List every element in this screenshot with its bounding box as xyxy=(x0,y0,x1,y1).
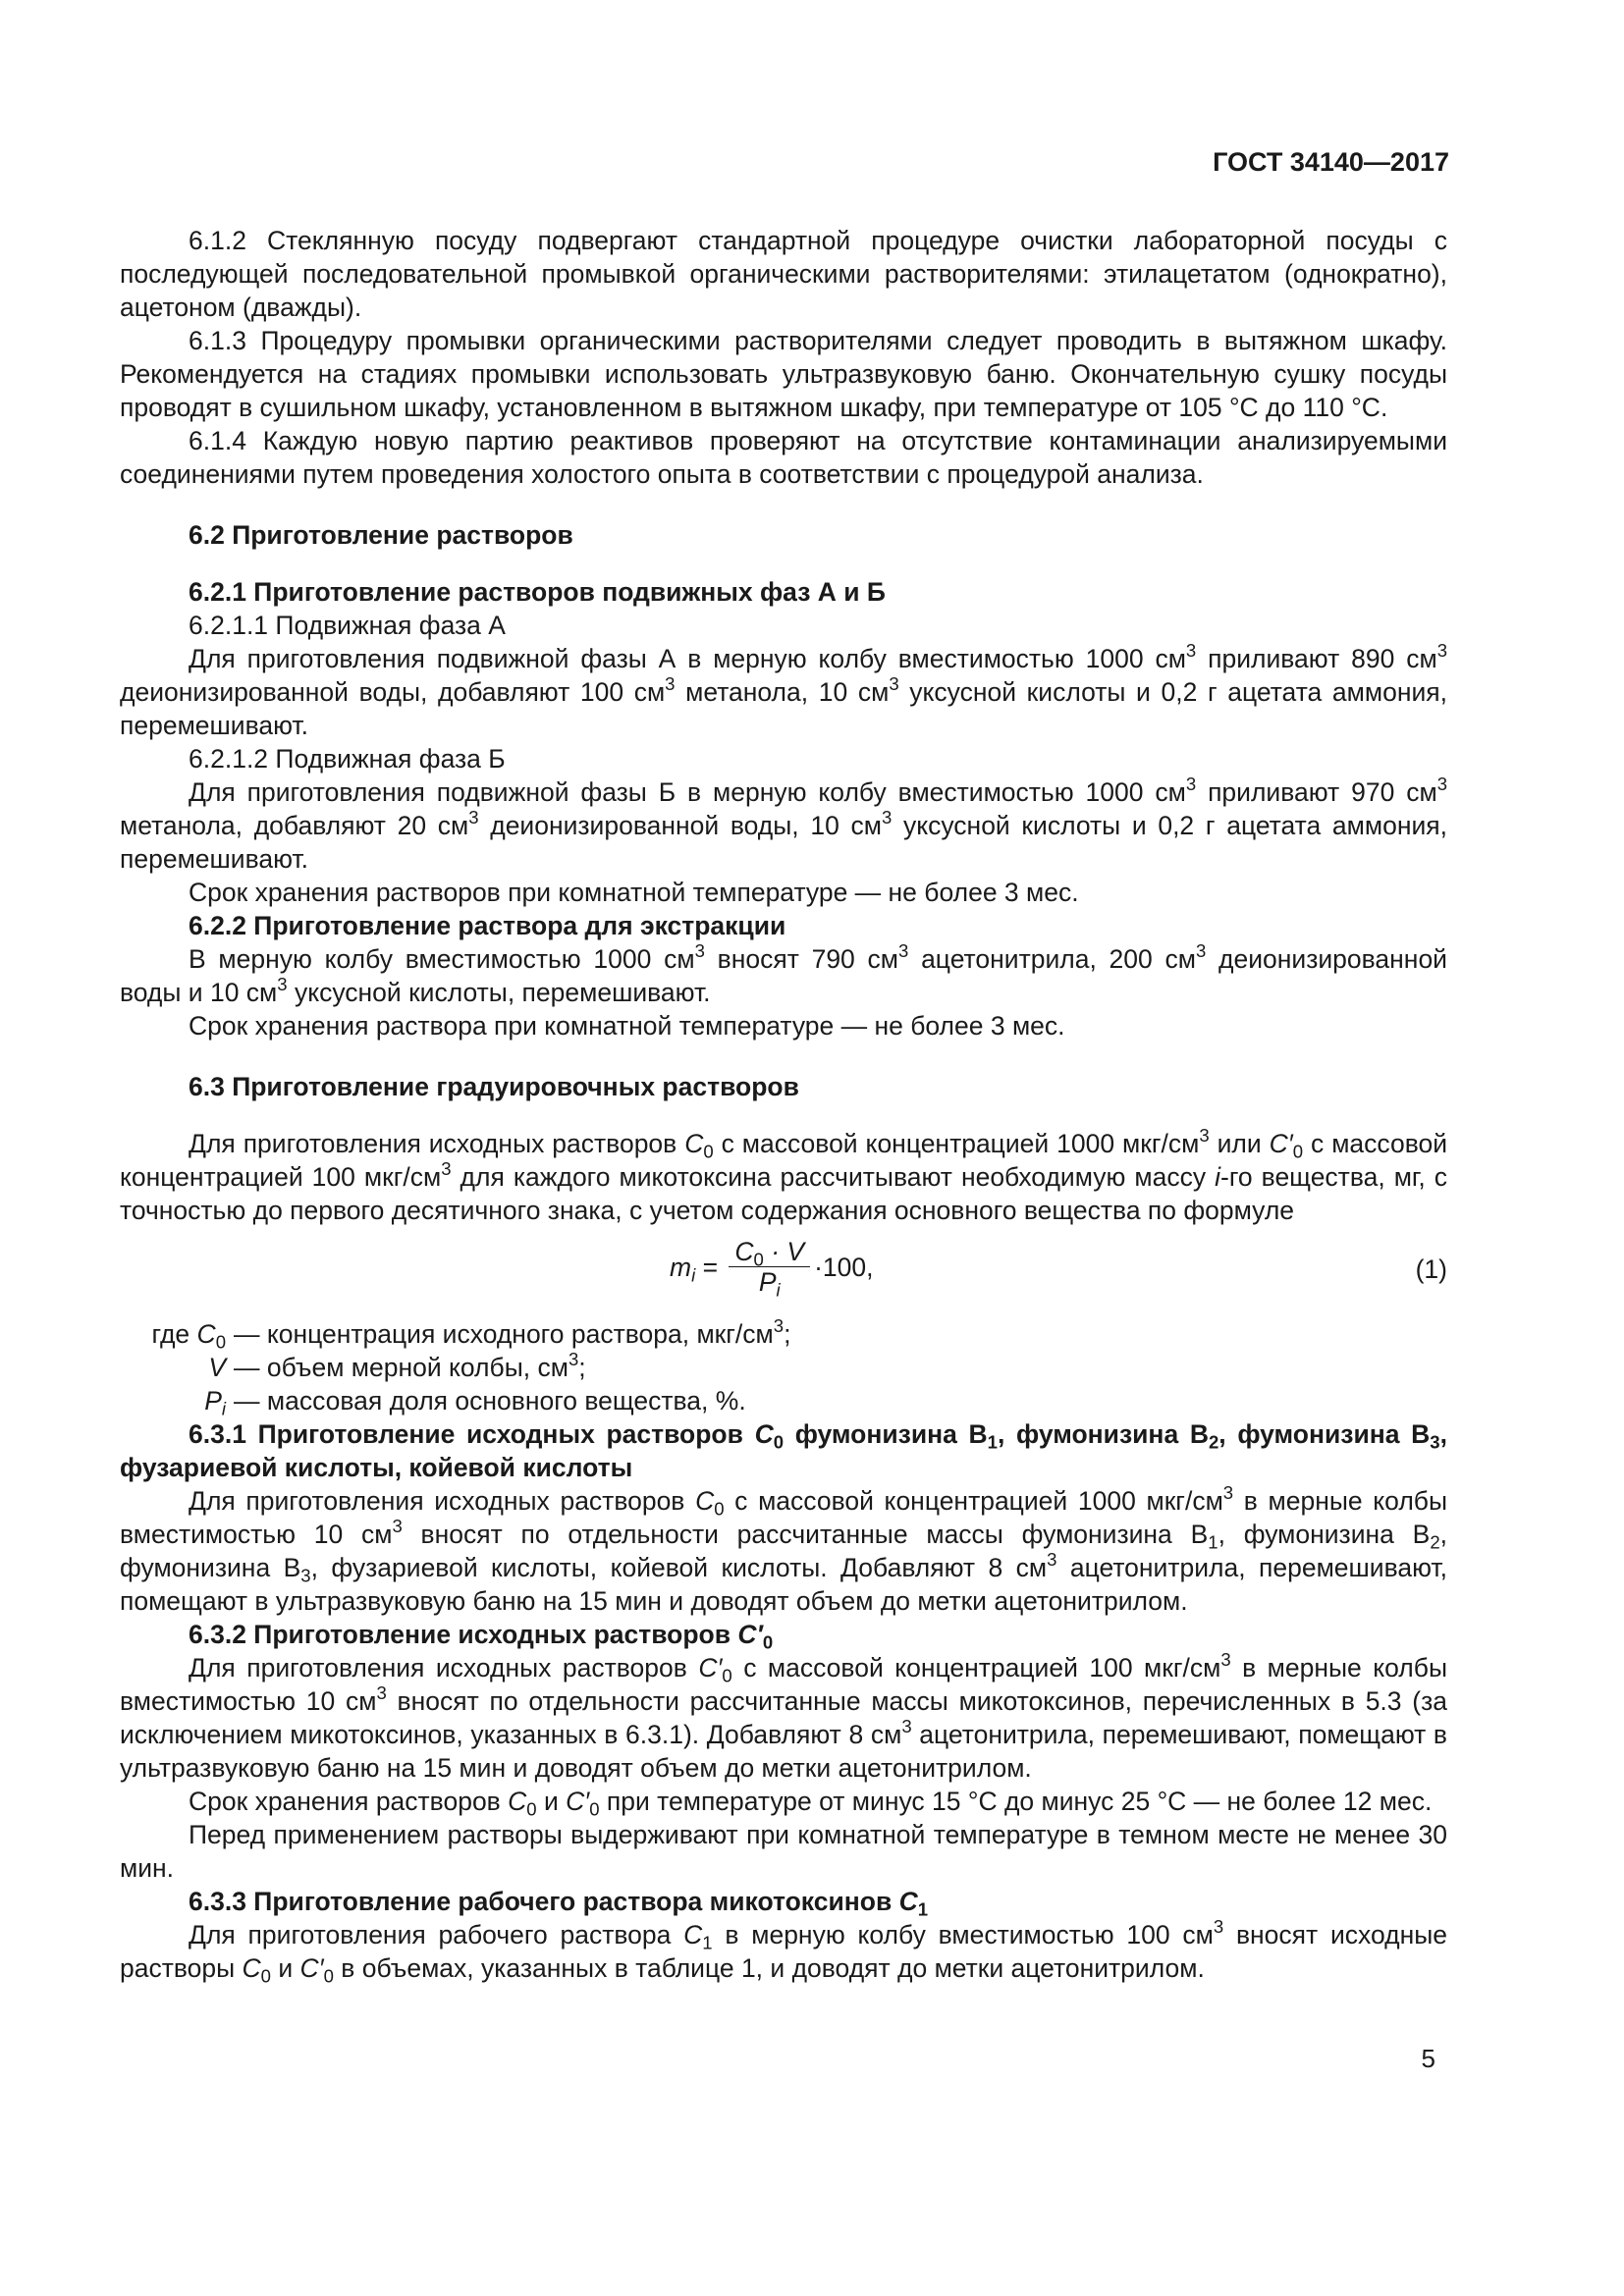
paragraph-6-3-3: Для приготовления рабочего раствора $C_1$ в мерную колбу вместимостью 100 $см^3$ вносят исходные растворы $C_0$ и $C'_0$ в объемах, указанных в таблице 1, и доводят до метки ацетонитрилом. xyxy=(120,1915,1447,1987)
paragraph-6-3-1: Для приготовления исходных растворов $C_0$ с массовой концентрацией 1000 мкг/$см^3$ в мерные колбы вместимостью 10 $см^3$ вносят по отдельности рассчитанные массы фумонизина $В_1$, фумонизина $В_2$, фумонизина $В_3$, фузариевой кислоты, койевой кислоты. Добавляют 8 $см^3$ ацетонитрила, перемешивают, помещают в ультразвуковую баню на 15 мин и доводят объем до метки ацетонитрилом. xyxy=(120,1481,1448,1616)
legend-row-p: $P_i$ — массовая доля основного вещества, %. xyxy=(204,1386,746,1419)
paragraph-before-use: Перед применением растворы выдерживают при комнатной температуре в темном месте не менее 30 мин. xyxy=(120,1820,1447,1883)
formula-1 xyxy=(120,1231,1447,1311)
document-body xyxy=(120,224,1447,1985)
paragraph-6-3-2: Для приготовления исходных растворов $C'_0$ с массовой концентрацией 100 мкг/$см^3$ в мерные колбы вместимостью 10 $см^3$ вносят по отдельности рассчитанные массы микотоксинов, перечисленных в 5.3 (за исключением микотоксинов, указанных в 6.3.1). Добавляют 8 $см^3$ ацетонитрила, перемешивают, помещают в ультразвуковую баню на 15 мин и доводят объем до метки ацетонитрилом. xyxy=(120,1648,1448,1783)
legend-row-v: V — объем мерной колбы, $см^3$; xyxy=(208,1348,586,1382)
paragraph-extraction: В мерную колбу вместимостью 1000 $см^3$ вносят 790 $см^3$ ацетонитрила, 200 $см^3$ деионизированной воды и 10 $см^3$ уксусной кислоты, перемешивают. xyxy=(120,939,1447,1007)
paragraph-6-1-4: 6.1.4 Каждую новую партию реактивов проверяют на отсутствие контаминации анализируемыми соединениями путем проведения холостого опыта в соответствии с процедурой анализа. xyxy=(120,426,1447,489)
paragraph-storage-3: Срок хранения растворов $C_0$ и $C'_0$ при температуре от минус 15 °С до минус 25 °С — не более 12 мес. xyxy=(189,1787,1433,1820)
paragraph-6-1-2: 6.1.2 Стеклянную посуду подвергают стандартной процедуре очистки лабораторной посуды с последующей последовательной промывкой органическими растворителями: этилацетатом (однократно), ацетоном (дважды). xyxy=(120,226,1447,322)
heading-6-3: 6.3 Приготовление градуировочных растворов xyxy=(189,1072,799,1101)
paragraph-storage-2: Срок хранения раствора при комнатной температуре — не более 3 мес. xyxy=(189,1011,1065,1041)
paragraph-6-1-3: 6.1.3 Процедуру промывки органическими растворителями следует проводить в вытяжном шкафу. Рекомендуется на стадиях промывки использовать ультразвуковую баню. Окончательную сушку посуды проводят в сушильном шкафу, установленном в вытяжном шкафу, при температуре от 105 °С до 110 °С. xyxy=(120,326,1447,422)
legend-row-c0: где $C_0$ — концентрация исходного раствора, мкг/$см^3$; xyxy=(151,1314,791,1353)
formula-number: (1) xyxy=(1415,1255,1447,1284)
formula-fraction xyxy=(729,1237,810,1301)
heading-6-2-2: 6.2.2 Приготовление раствора для экстракции xyxy=(189,911,786,940)
document-header: ГОСТ 34140—2017 xyxy=(1213,147,1449,177)
formula-numerator: $C_0 \cdot V$ xyxy=(729,1237,810,1267)
heading-6-2-1-2: 6.2.1.2 Подвижная фаза Б xyxy=(189,744,506,774)
paragraph-6-3: Для приготовления исходных растворов $C_0$ с массовой концентрацией 1000 мкг/$см^3$ или $C'_0$ с массовой концентрацией 100 мкг/$см^3$ для каждого микотоксина рассчитывают необходимую массу i-го вещества, мг, с точностью до первого десятичного знака, с учетом содержания основного вещества по формуле xyxy=(120,1124,1448,1225)
formula-legend xyxy=(120,1314,1447,1419)
heading-6-3-2: 6.3.2 Приготовление исходных растворов $C'_0$ xyxy=(189,1620,774,1653)
paragraph-phase-b: Для приготовления подвижной фазы Б в мерную колбу вместимостью 1000 $см^3$ приливают 970 $см^3$ метанола, добавляют 20 $см^3$ деионизированной воды, 10 $см^3$ уксусной кислоты и 0,2 г ацетата аммония, перемешивают. xyxy=(120,773,1447,874)
heading-6-2-1: 6.2.1 Приготовление растворов подвижных фаз А и Б xyxy=(189,577,886,607)
formula-denominator: $P_i$ xyxy=(758,1267,781,1301)
heading-6-3-1: 6.3.1 Приготовление исходных растворов $C_0$ фумонизина $В_1$, фумонизина $В_2$, фумонизина $В_3$, фузариевой кислоты, койевой кислоты xyxy=(120,1419,1447,1482)
heading-6-2: 6.2 Приготовление растворов xyxy=(189,520,573,550)
paragraph-storage-1: Срок хранения растворов при комнатной температуре — не более 3 мес. xyxy=(189,878,1079,907)
page-number: 5 xyxy=(1421,2044,1435,2073)
formula-expression: $m_i$ = $\frac{C_0 \cdot V}{P_i}$ ·100, xyxy=(670,1237,874,1301)
paragraph-phase-a: Для приготовления подвижной фазы А в мерную колбу вместимостью 1000 $см^3$ приливают 890 $см^3$ деионизированной воды, добавляют 100 $см^3$ метанола, 10 $см^3$ уксусной кислоты и 0,2 г ацетата аммония, перемешивают. xyxy=(120,639,1447,740)
heading-6-3-3: 6.3.3 Приготовление рабочего раствора микотоксинов $C_1$ xyxy=(189,1887,929,1920)
heading-6-2-1-1: 6.2.1.1 Подвижная фаза А xyxy=(189,611,506,640)
